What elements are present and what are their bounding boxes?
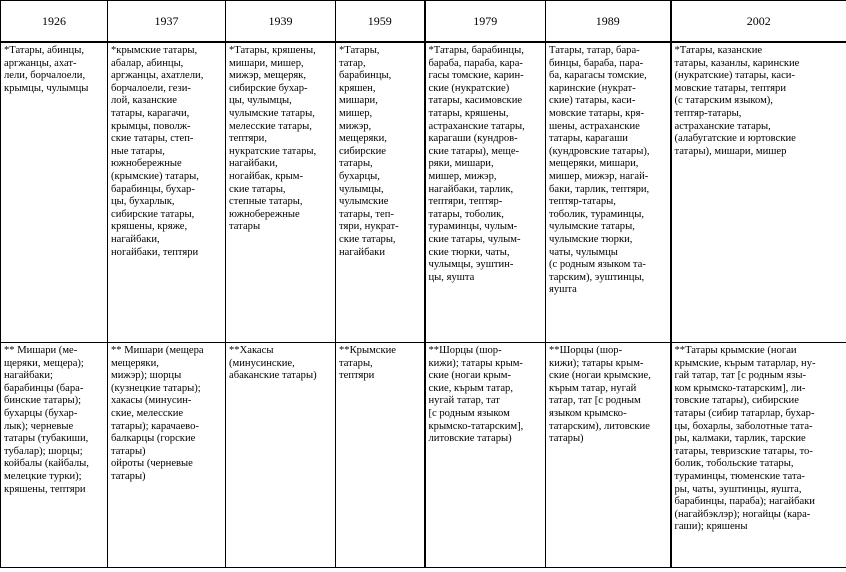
table-cell: **Шорцы (шор- кижи); татары крым- ские (ногаи крымские, кърым татар, нугай татар, тат [с родным языком крымско- татарским), литовские татары) — [546, 343, 671, 568]
year-header-1979: 1979 — [425, 1, 546, 43]
year-header-1937: 1937 — [108, 1, 226, 43]
year-header-1989: 1989 — [546, 1, 671, 43]
table-cell: *Татары, казанские татары, казанлы, каринские (нукратские) татары, каси- мовские татары, тептяри (с татарским языком), тептяр-татары, астраханские татары, (алабугатские и юртовские татары), мишари, мишер — [671, 42, 846, 343]
table-cell: ** Мишари (ме- щеряки, мещера); нагайбаки; барабинцы (бара- бинские татары); бухарцы (бухар- лык); черневые татары (тубакиши, тубалар); шорцы; койбалы (кайбалы, мелецкие турки); кряшены, тептяри — [1, 343, 108, 568]
table-cell: **Крымские татары, тептяри — [336, 343, 425, 568]
table-cell: *крымские татары, абалар, абинцы, аргжанцы, ахатлели, борчалоели, гези- лой, казанские татары, карагачи, крымцы, поволж- ские татары, степ- ные татары, южнобережные (крымские) татары, барабинцы, бухар- цы, бухарлык, сибирские татары, кряшены, кряже, нагайбаки, ногайбаки, тептяри — [108, 42, 226, 343]
table-cell: *Татары, татар, барабинцы, кряшен, мишари, мишер, мижэр, мещеряки, сибирские татары, бухарцы, чулымцы, чулымские татары, теп- тяри, нукрат- ские татары, нагайбаки — [336, 42, 425, 343]
header-row — [1, 1, 846, 43]
table-cell: *Татары, кряшены, мишари, мишер, мижэр, мещеряк, сибирские бухар- цы, чулымцы, чулымские татары, мелесские татары, тептяри, нукратские татары, нагайбаки, ногайбак, крым- ские татары, степные татары, южнобережные татары — [226, 42, 336, 343]
table-row-secondary — [1, 343, 846, 568]
table-row-main — [1, 42, 846, 343]
year-header-1939: 1939 — [226, 1, 336, 43]
table-cell: Татары, татар, бара- бинцы, бараба, пара- ба, карагасы томские, каринские (нукрат- ские) татары, каси- мовские татары, кря- шены, астраханские татары, карагаши (кундровские татары), мещеряки, мишари, мишер, мижэр, нагай- баки, тарлик, тептяри, тептяр-татары, тоболик, тураминцы, чулымские татары, чулымские тюрки, чаты, чулымцы (с родным языком та- тарским), эуштинцы, яушта — [546, 42, 671, 343]
table-cell: **Хакасы (минусинские, абаканские татары) — [226, 343, 336, 568]
table-cell: **Татары крымские (ногаи крымские, кърым татарлар, ну- гай татар, тат [с родным язы- ком крымско-татарским], ли- товские татары), сибирские татары (сибир татарлар, бухар- цы, бохарлы, заболотные тата- ры, калмаки, тарлик, тарские татары, тевризские татары, то- болик, тобольские татары, тураминцы, тюменские тата- ры, чаты, эуштинцы, яушта, барабинцы, параба); нагайбаки (нагайбэклэр); ногайцы (кара- гаши); кряшены — [671, 343, 846, 568]
table-cell: *Татары, барабинцы, бараба, параба, кара- гасы томские, карин- ские (нукратские) татары, касимовские татары, кряшены, астраханские татары, карагаши (кундров- ские татары), меще- ряки, мишари, мишер, мижэр, нагайбаки, тарлик, тептяри, тептяр- татары, тоболик, тураминцы, чулым- ские татары, чулым- ские тюрки, чаты, чулымцы, эуштин- цы, яушта — [425, 42, 546, 343]
table-cell: *Татары, абинцы, аргжанцы, ахат- лели, борчалоели, крымцы, чулымцы — [1, 42, 108, 343]
table-cell: **Шорцы (шор- кижи); татары крым- ские (ногаи крым- ские, кърым татар, нугай татар, тат [с родным языком крымско-татарским], литовские татары) — [425, 343, 546, 568]
year-header-1926: 1926 — [1, 1, 108, 43]
year-header-2002: 2002 — [671, 1, 846, 43]
year-header-1959: 1959 — [336, 1, 425, 43]
table-cell: ** Мишари (мещера мещеряки, мижэр); шорцы (кузнецкие татары); хакасы (минусин- ские, мелесские татары); карачаево- балкарцы (горские татары) ойроты (черневые татары) — [108, 343, 226, 568]
